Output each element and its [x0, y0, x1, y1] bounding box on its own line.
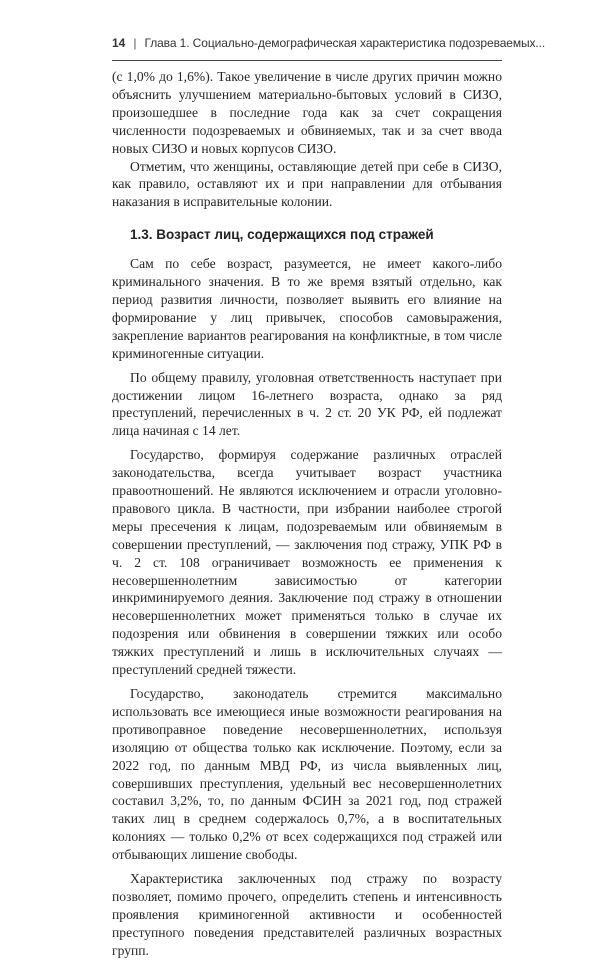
running-header — [112, 36, 546, 61]
paragraph: Государство, законодатель стремится максимально использовать все имеющиеся иные возможности реагирования на противоправное поведение несовершеннолетних, используя изоляцию от общества только как исключение. Поэтому, если за 2022 год, по данным МВД РФ, из числа выявленных лиц, совершивших преступления, удельный вес несовершеннолетних составил 3,2%, то, по данным ФСИН за 2021 год, под стражей таких лиц в среднем содержалось 0,7%, а в воспитательных колониях — только 0,2% от всех содержащихся под стражей или отбывающих лишение свободы. — [112, 686, 502, 863]
running-title: Глава 1. Социально-демографическая характеристика подозреваемых... — [144, 36, 546, 50]
page-body — [112, 68, 502, 960]
section-heading: 1.3. Возраст лиц, содержащихся под стражей — [130, 227, 434, 243]
paragraph: Государство, формируя содержание различных отраслей законодательства, всегда учитывает возраст участника правоотношений. Не являются исключением и отрасли уголовно-правового цикла. В частности, при избрании наиболее строгой меры пресечения к лицам, подозреваемым или обвиняемым в совершении преступлений, — заключения под стражу, УПК РФ в ч. 2 ст. 108 ограничивает возможность ее применения к несовершеннолетним зависимостью от категории инкриминируемого деяния. Заключение под стражу в отношении несовершеннолетних может применяться только в случае их подозрения или обвинения в совершении тяжких или особо тяжких преступлений и лишь в исключительных случаях — преступлений средней тяжести. — [112, 447, 502, 678]
header-separator: | — [133, 36, 137, 50]
paragraph-continued: (с 1,0% до 1,6%). Такое увеличение в числе других причин можно объяснить улучшением материально-бытовых условий в СИЗО, произошедшее в последние года как за счет сокращения численности подозреваемых и обвиняемых, так и за счет ввода новых СИЗО и новых корпусов СИЗО. — [112, 69, 502, 156]
page-number: 14 — [112, 36, 126, 50]
paragraph: Отметим, что женщины, оставляющие детей при себе в СИЗО, как правило, оставляют их и при направлении для отбывания наказания в исправительные колонии. — [112, 158, 502, 210]
paragraph: По общему правилу, уголовная ответственность наступает при достижении лицом 16-летнего возраста, однако за ряд преступлений, перечисленных в ч. 2 ст. 20 УК РФ, ей подлежат лица начиная с 14 лет. — [112, 369, 502, 439]
paragraph: Сам по себе возраст, разумеется, не имеет какого-либо криминального значения. В то же время взятый отдельно, как период развития личности, позволяет выявить его влияние на формирование у лиц привычек, способов самовыражения, закрепление вариантов реагирования на конфликтные, в том числе криминогенные ситуации. — [112, 256, 502, 361]
paragraph: Характеристика заключенных под стражу по возрасту позволяет, помимо прочего, определить степень и интенсивность проявления криминогенной активности и особенностей преступного поведения представителей различных возрастных групп. — [112, 871, 502, 958]
